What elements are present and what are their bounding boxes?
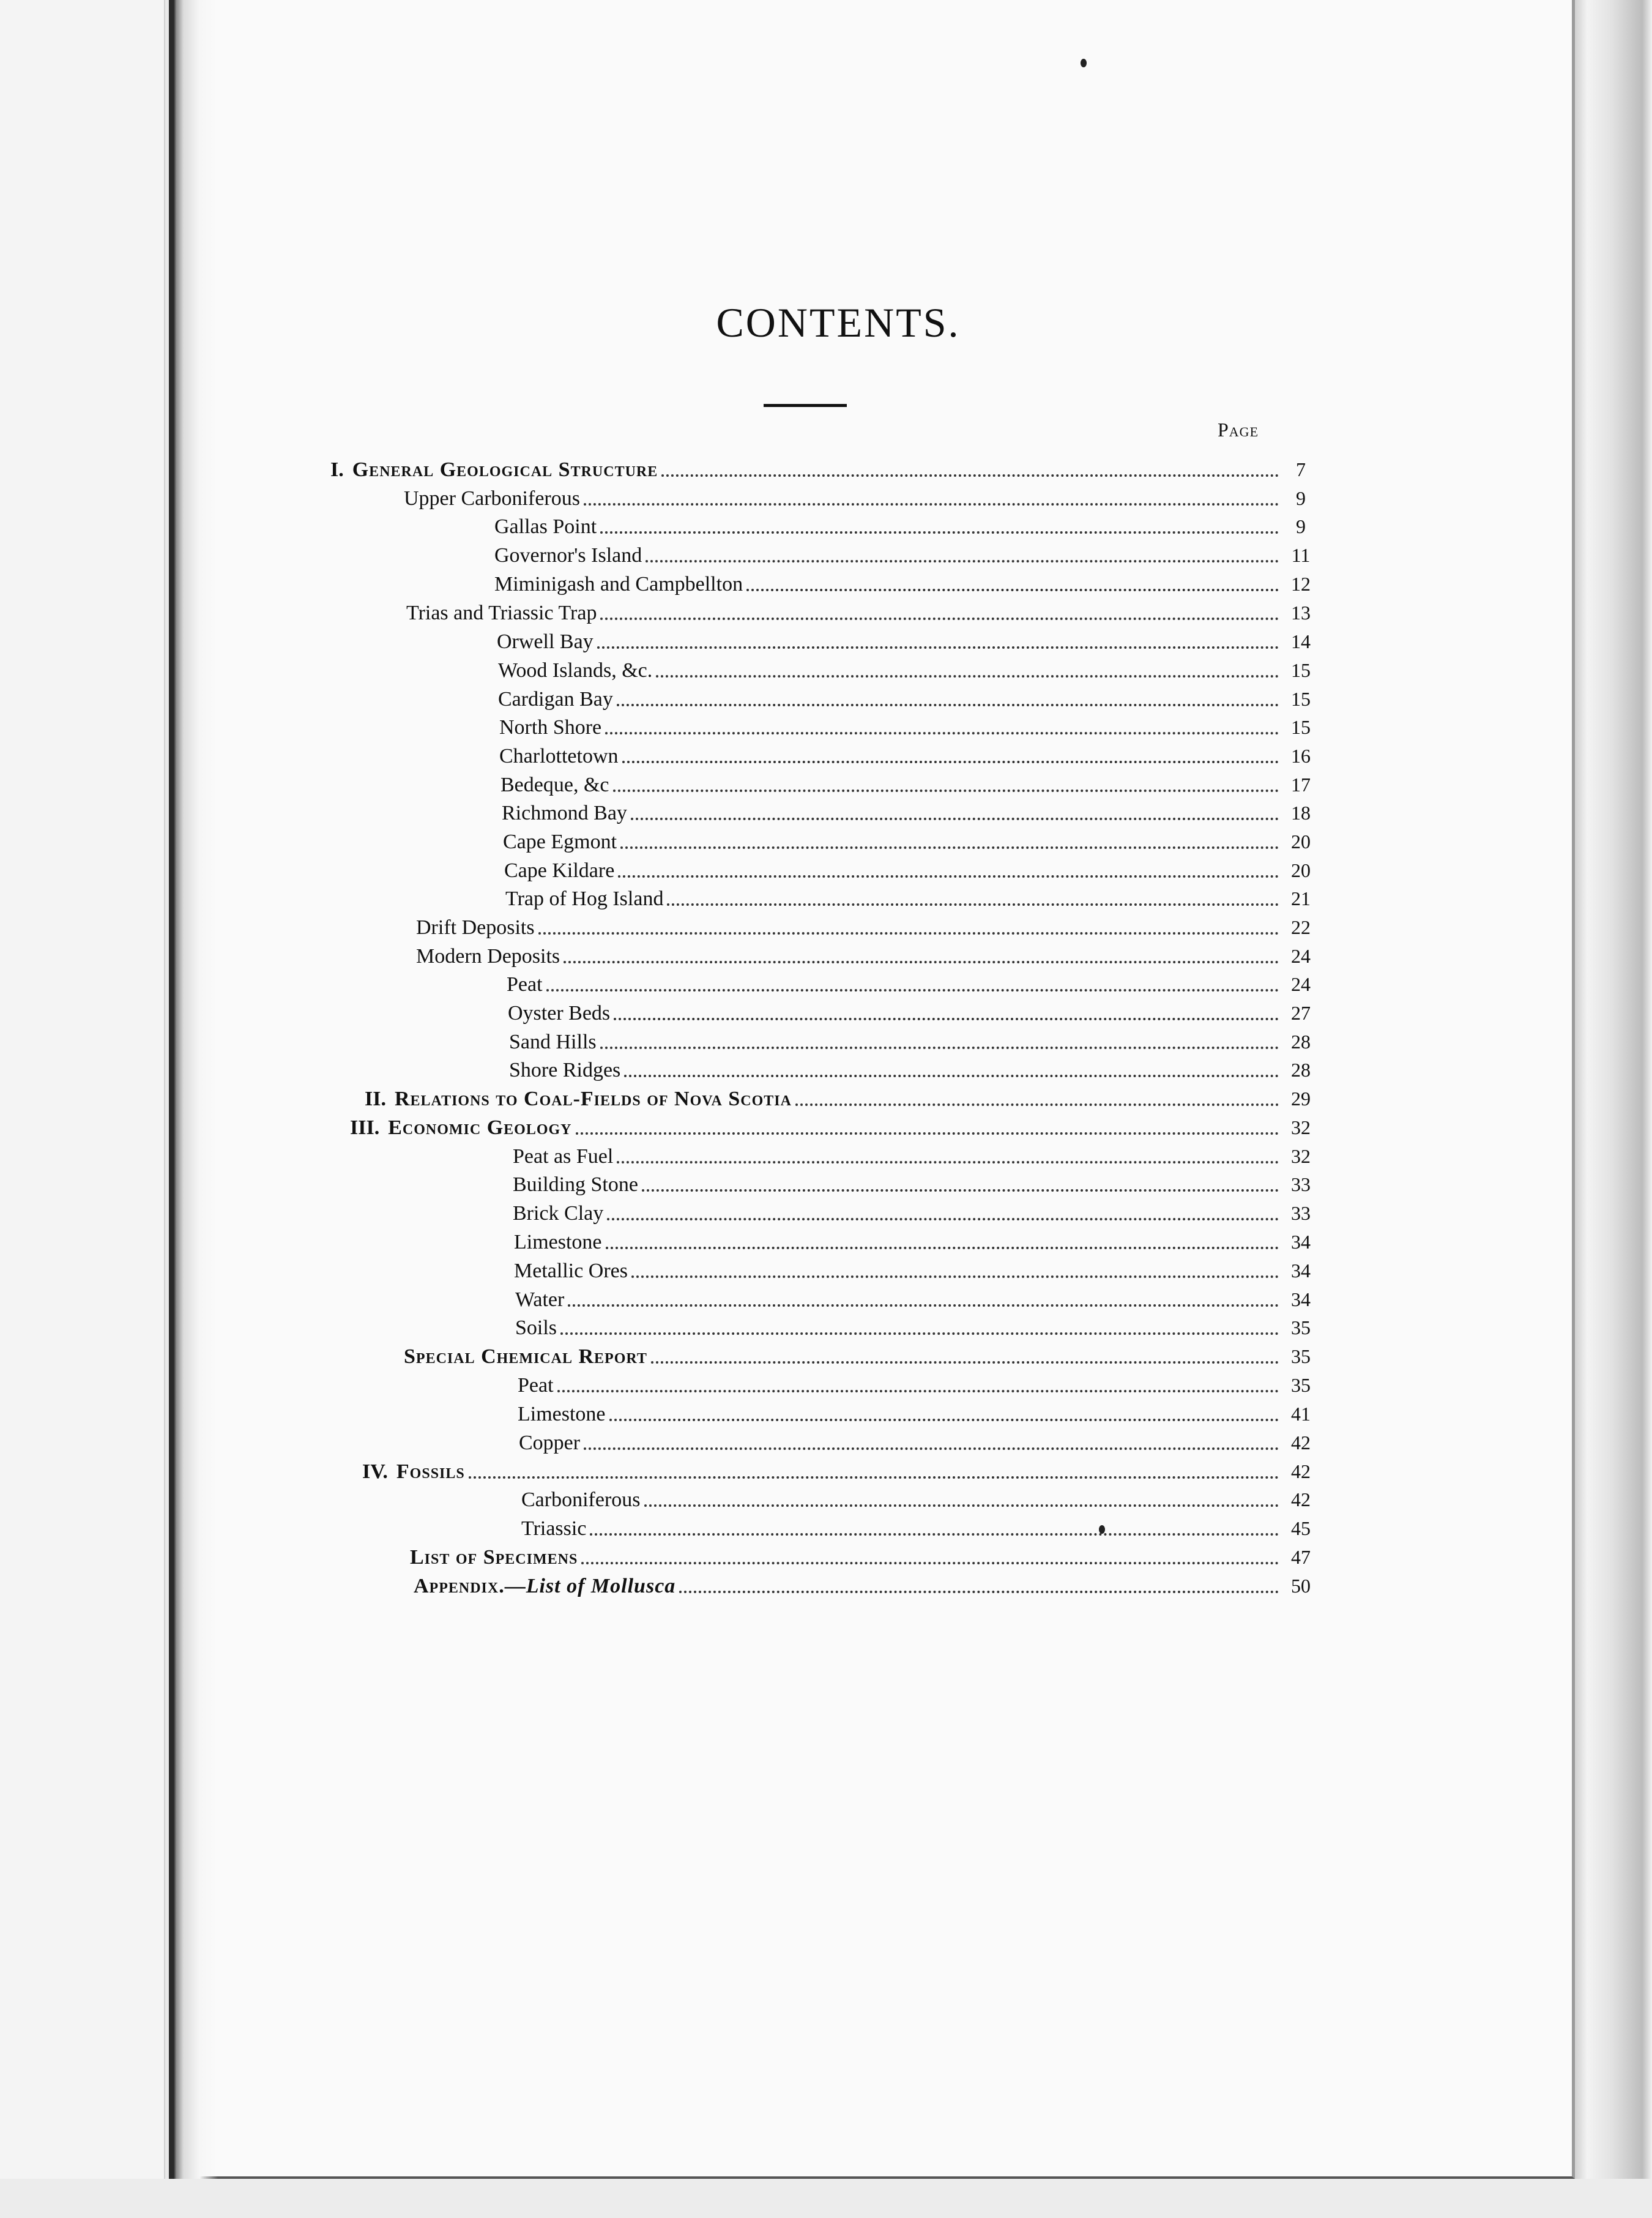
toc-entry-label-text: Fossils xyxy=(396,1460,465,1483)
toc-entry-number: IV. xyxy=(362,1460,388,1483)
toc-entry-label xyxy=(395,1085,792,1113)
toc-entry-number: II. xyxy=(365,1088,386,1110)
toc-entry-page: 15 xyxy=(1291,716,1311,738)
toc-entry xyxy=(513,1142,1319,1170)
toc-entry-page: 41 xyxy=(1291,1403,1311,1425)
dot-leader xyxy=(605,732,1279,734)
dot-leader xyxy=(617,1161,1279,1163)
toc-entry-label xyxy=(396,1458,465,1486)
toc-entry-label xyxy=(521,1515,586,1543)
toc-entry-page: 34 xyxy=(1291,1288,1311,1310)
dot-leader xyxy=(600,531,1279,534)
dot-leader xyxy=(584,503,1279,506)
toc-entry-label-text: Drift Deposits xyxy=(416,916,535,939)
dot-leader xyxy=(644,1504,1279,1507)
toc-entry-label xyxy=(518,1372,554,1400)
toc-entry-label-text: Copper xyxy=(519,1432,581,1454)
toc-entry-label xyxy=(404,1343,647,1371)
toc-entry-label xyxy=(499,714,601,742)
toc-entry xyxy=(362,1457,1319,1485)
toc-entry-label-text: Trias and Triassic Trap xyxy=(406,602,597,624)
toc-entry xyxy=(498,685,1319,713)
toc-entry-label xyxy=(498,685,613,714)
dot-leader xyxy=(746,589,1279,591)
page-column-header: Page xyxy=(1218,419,1259,441)
toc-entry-label-text: Special Chemical Report xyxy=(404,1345,647,1368)
toc-entry-label xyxy=(505,885,663,913)
toc-entry-label-text: Bedeque, &c xyxy=(500,774,609,796)
dot-leader xyxy=(620,846,1279,849)
dot-leader xyxy=(546,989,1279,991)
toc-entry-label-text: List of Specimens xyxy=(410,1546,578,1569)
toc-entry-page: 21 xyxy=(1291,887,1311,909)
toc-entry-label-text: Water xyxy=(515,1288,565,1311)
toc-entry-label-text: Carboniferous xyxy=(521,1488,641,1511)
dot-leader xyxy=(538,932,1279,935)
toc-entry-label xyxy=(410,1544,578,1572)
toc-entry-label-text: Economic Geology xyxy=(388,1116,572,1139)
toc-entry-label-text: Peat xyxy=(507,973,543,996)
toc-entry-label-text: Building Stone xyxy=(513,1173,638,1196)
toc-entry-label-text: Sand Hills xyxy=(509,1031,597,1053)
dot-leader xyxy=(600,1047,1279,1049)
toc-entry-label-text: Richmond Bay xyxy=(502,802,627,824)
dot-leader xyxy=(568,1304,1279,1307)
toc-entry-label-text: Cardigan Bay xyxy=(498,688,613,711)
toc-entry xyxy=(494,512,1319,540)
toc-entry xyxy=(521,1485,1319,1514)
toc-entry-label xyxy=(519,1429,580,1457)
toc-entry-label-text: Cape Egmont xyxy=(503,831,617,853)
toc-entry xyxy=(509,1056,1319,1084)
toc-entry-page: 20 xyxy=(1291,831,1311,853)
toc-entry-label-text: Gallas Point xyxy=(494,515,597,538)
toc-entry xyxy=(508,999,1319,1027)
toc-entry-page: 18 xyxy=(1291,802,1311,824)
toc-entry xyxy=(514,1256,1319,1285)
toc-entry-label xyxy=(494,513,597,541)
dot-leader xyxy=(667,903,1279,906)
toc-entry-page: 32 xyxy=(1291,1145,1311,1167)
toc-entry-page: 15 xyxy=(1291,688,1311,710)
toc-entry-page: 32 xyxy=(1291,1116,1311,1138)
dot-leader xyxy=(613,790,1279,792)
toc-entry xyxy=(514,1228,1319,1256)
toc-entry-label xyxy=(416,914,535,942)
toc-entry-page: 29 xyxy=(1291,1088,1311,1110)
toc-entry-page: 16 xyxy=(1291,745,1311,767)
toc-entry-label xyxy=(388,1114,571,1142)
toc-entry-label-text: Soils xyxy=(515,1316,557,1339)
toc-entry-page: 42 xyxy=(1291,1488,1311,1510)
toc-entry-page: 50 xyxy=(1291,1575,1311,1597)
toc-entry-page: 47 xyxy=(1291,1546,1311,1568)
dot-leader xyxy=(590,1533,1279,1536)
toc-entry-label xyxy=(500,771,609,799)
toc-entry xyxy=(519,1428,1319,1457)
toc-entry-page: 35 xyxy=(1291,1374,1311,1396)
dot-leader xyxy=(661,474,1279,477)
toc-entry-label-text: Appendix.— xyxy=(414,1575,526,1597)
dot-leader xyxy=(642,1189,1279,1192)
toc-entry-page: 9 xyxy=(1296,515,1306,537)
toc-entry xyxy=(416,913,1319,941)
dot-leader xyxy=(600,618,1279,620)
toc-entry xyxy=(513,1199,1319,1227)
dot-leader xyxy=(557,1390,1279,1392)
toc-entry xyxy=(406,599,1319,627)
dot-leader xyxy=(607,1218,1279,1220)
toc-entry xyxy=(521,1514,1319,1542)
toc-entry-label xyxy=(515,1286,564,1314)
dot-leader xyxy=(606,1247,1279,1249)
toc-entry-page: 33 xyxy=(1291,1202,1311,1224)
toc-entry-label-text: Orwell Bay xyxy=(497,630,593,653)
dot-leader xyxy=(679,1591,1279,1593)
toc-entry-label xyxy=(513,1143,613,1171)
toc-entry-number: I. xyxy=(330,458,344,481)
toc-entry xyxy=(414,1572,1319,1600)
toc-entry-label-text: Modern Deposits xyxy=(416,945,560,968)
toc-entry-label xyxy=(508,999,610,1028)
toc-entry xyxy=(494,541,1319,569)
toc-entry xyxy=(416,942,1319,970)
toc-entry-label xyxy=(414,1572,675,1600)
speck xyxy=(1099,1525,1105,1534)
toc-entry-label xyxy=(518,1400,606,1428)
toc-entry-page: 45 xyxy=(1291,1517,1311,1539)
toc-entry-page: 12 xyxy=(1291,573,1311,595)
toc-entry-label xyxy=(416,943,560,971)
dot-leader xyxy=(597,646,1279,649)
toc-entry-label xyxy=(406,599,597,627)
toc-entry-label xyxy=(497,628,593,656)
dot-leader xyxy=(564,961,1279,963)
toc-entry-page: 34 xyxy=(1291,1260,1311,1282)
toc-entry-label xyxy=(507,971,543,999)
toc-entry xyxy=(515,1285,1319,1313)
dot-leader xyxy=(576,1132,1279,1135)
toc-entry-label-text: Metallic Ores xyxy=(514,1260,628,1282)
dot-leader xyxy=(617,704,1279,706)
toc-entry-number: III. xyxy=(350,1116,380,1139)
toc-entry-label xyxy=(502,799,627,827)
toc-entry xyxy=(410,1543,1319,1571)
toc-entry-page: 7 xyxy=(1296,458,1306,480)
dot-leader xyxy=(614,1018,1279,1020)
toc-entry xyxy=(502,799,1319,827)
dot-leader xyxy=(631,1275,1279,1278)
toc-entry-label-text: Trap of Hog Island xyxy=(505,887,664,910)
toc-entry-page: 28 xyxy=(1291,1059,1311,1081)
toc-entry-label xyxy=(498,657,652,685)
toc-entry xyxy=(330,455,1319,484)
toc-entry xyxy=(504,856,1319,884)
toc-entry-page: 42 xyxy=(1291,1460,1311,1482)
toc-entry xyxy=(513,1170,1319,1198)
toc-entry-label-text: Brick Clay xyxy=(513,1202,604,1225)
toc-entry-label-text: Triassic xyxy=(521,1517,587,1540)
toc-entry-page: 24 xyxy=(1291,973,1311,995)
toc-entry xyxy=(494,570,1319,598)
toc-entry xyxy=(503,827,1319,856)
toc-entry-label-italic: List of Mollusca xyxy=(526,1575,676,1597)
dot-leader xyxy=(581,1562,1279,1564)
toc-entry-page: 22 xyxy=(1291,916,1311,938)
dot-leader xyxy=(618,875,1279,878)
toc-entry-page: 15 xyxy=(1291,659,1311,681)
toc-entry-label-text: Limestone xyxy=(518,1403,606,1425)
toc-entry-label xyxy=(404,485,580,513)
toc-entry-label-text: Wood Islands, &c. xyxy=(498,659,653,682)
toc-entry-label xyxy=(514,1257,628,1285)
toc-entry-page: 27 xyxy=(1291,1002,1311,1024)
toc-entry-label xyxy=(515,1314,557,1342)
toc-entry-label-text: Miminigash and Campbellton xyxy=(494,573,743,596)
toc-entry xyxy=(499,742,1319,770)
toc-entry-label-text: General Geological Structure xyxy=(352,458,658,481)
toc-entry-label-text: Shore Ridges xyxy=(509,1059,621,1081)
toc-entry-label xyxy=(513,1171,638,1199)
dot-leader xyxy=(646,560,1279,562)
dot-leader xyxy=(631,818,1279,820)
toc-entry-label xyxy=(514,1228,602,1256)
toc-entry xyxy=(505,884,1319,913)
toc-entry-label xyxy=(509,1056,620,1085)
toc-entry-label xyxy=(521,1486,641,1514)
toc-entry xyxy=(365,1085,1319,1113)
toc-entry-page: 9 xyxy=(1296,487,1306,509)
toc-entry-label-text: Upper Carboniferous xyxy=(404,487,580,510)
toc-entry xyxy=(498,656,1319,684)
toc-entry-label xyxy=(352,456,658,484)
toc-entry-label xyxy=(503,828,617,856)
dot-leader xyxy=(622,761,1279,763)
toc-entry xyxy=(350,1113,1319,1141)
dot-leader xyxy=(469,1476,1279,1479)
dot-leader xyxy=(560,1332,1279,1335)
toc-entry-label xyxy=(513,1200,603,1228)
toc-entry-label xyxy=(509,1028,597,1056)
toc-entry-label-text: Charlottetown xyxy=(499,745,619,767)
toc-entry-page: 34 xyxy=(1291,1231,1311,1253)
toc-entry-page: 42 xyxy=(1291,1432,1311,1454)
toc-entry-label-text: Cape Kildare xyxy=(504,859,615,882)
toc-entry xyxy=(404,484,1319,512)
toc-entry-label-text: Oyster Beds xyxy=(508,1002,611,1025)
toc-entry-label-text: Governor's Island xyxy=(494,544,642,567)
toc-entry xyxy=(518,1371,1319,1399)
toc-entry-page: 20 xyxy=(1291,859,1311,881)
toc-entry-page: 28 xyxy=(1291,1031,1311,1053)
dot-leader xyxy=(656,675,1279,678)
toc-entry-page: 24 xyxy=(1291,945,1311,967)
dot-leader xyxy=(624,1075,1279,1077)
toc-entry-label xyxy=(494,570,743,599)
toc-entry xyxy=(497,627,1319,655)
toc-entry-label-text: North Shore xyxy=(499,716,602,739)
toc-entry-page: 13 xyxy=(1291,602,1311,624)
toc-entry-label xyxy=(499,742,619,771)
speck xyxy=(1081,59,1087,67)
toc-entry-label xyxy=(494,542,642,570)
dot-leader xyxy=(795,1103,1279,1106)
toc-entry-label-text: Peat xyxy=(518,1374,554,1397)
toc-entry xyxy=(499,713,1319,741)
toc-entry xyxy=(509,1028,1319,1056)
toc-entry-page: 14 xyxy=(1291,630,1311,652)
toc-entry xyxy=(404,1342,1319,1370)
toc-entry-label xyxy=(504,857,614,885)
toc-entry-page: 35 xyxy=(1291,1345,1311,1367)
toc-entry-label-text: Peat as Fuel xyxy=(513,1145,614,1168)
toc-entry xyxy=(515,1313,1319,1342)
toc-entry-label-text: Relations to Coal-Fields of Nova Scotia xyxy=(394,1088,792,1110)
dot-leader xyxy=(609,1419,1279,1421)
toc-entry-page: 35 xyxy=(1291,1316,1311,1339)
toc-entry-page: 11 xyxy=(1291,544,1311,566)
toc-entry xyxy=(500,771,1319,799)
toc-entry-page: 17 xyxy=(1291,774,1311,796)
toc-entry xyxy=(507,970,1319,998)
toc-entry-page: 33 xyxy=(1291,1173,1311,1195)
page-title: CONTENTS. xyxy=(716,299,961,346)
dot-leader xyxy=(651,1361,1279,1364)
dot-leader xyxy=(584,1447,1279,1450)
toc-entry xyxy=(518,1400,1319,1428)
toc-entry-label-text: Limestone xyxy=(514,1231,602,1253)
